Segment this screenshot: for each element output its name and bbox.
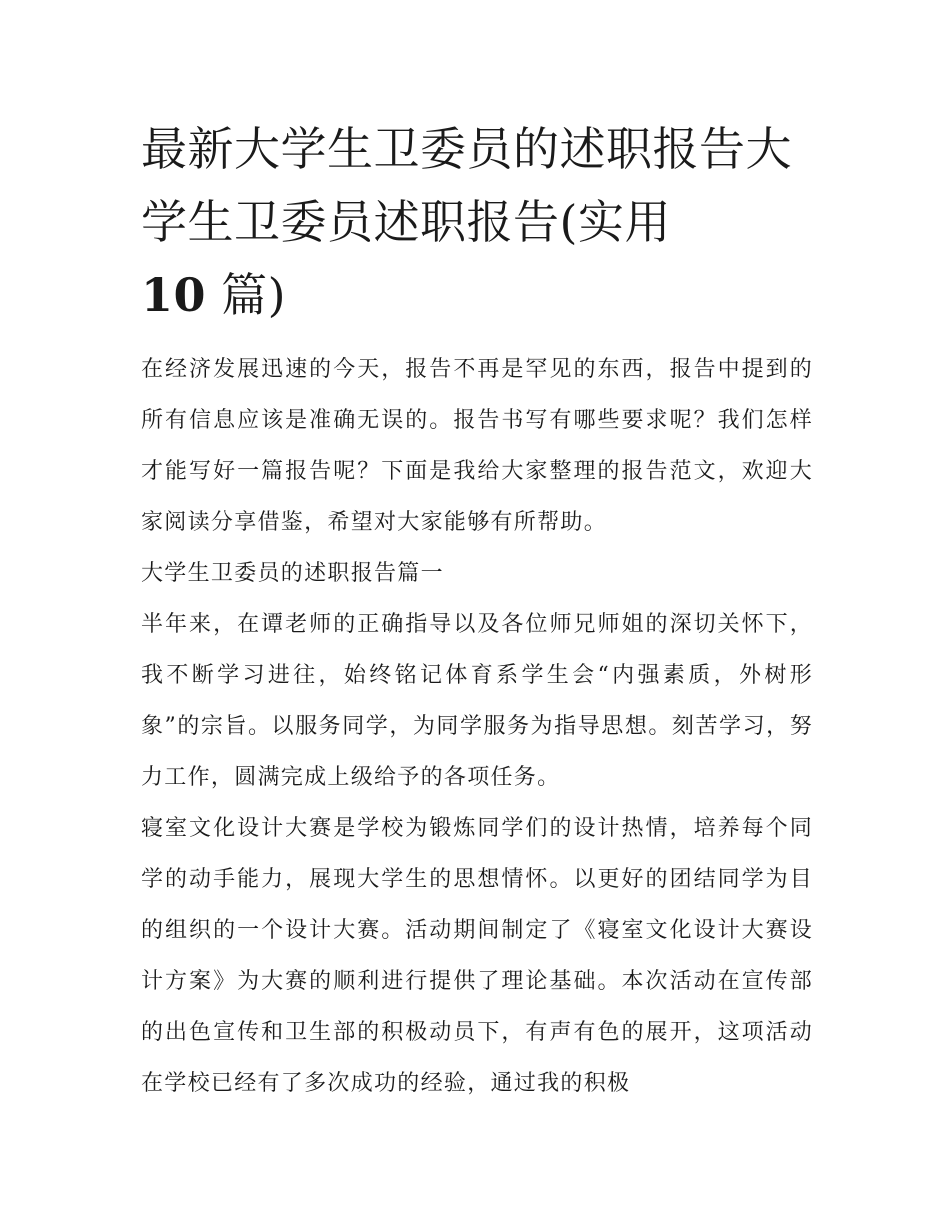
document-content [141,113,813,1109]
document-title [141,113,813,332]
intro-paragraph: 在经济发展迅速的今天，报告不再是罕见的东西，报告中提到的所有信息应该是准确无误的。报告书写有哪些要求呢？我们怎样才能写好一篇报告呢？下面是我给大家整理的报告范文，欢迎大家阅读分享借鉴，希望对大家能够有所帮助。 [141,357,813,535]
title-text: 最新大学生卫委员的述职报告大学生卫委员述职报告(实用 [141,122,792,249]
title-suffix: 篇) [221,268,287,322]
section-heading: 大学生卫委员的述职报告篇一 [141,561,444,586]
body-paragraph: 半年来，在谭老师的正确指导以及各位师兄师姐的深切关怀下，我不断学习进往，始终铭记体育系学生会“内强素质，外树形象”的宗旨。以服务同学，为同学服务为指导思想。刻苦学习，努力工作，圆满完成上级给予的各项任务。 [141,612,813,790]
body-paragraph: 寝室文化设计大赛是学校为锻炼同学们的设计热情，培养每个同学的动手能力，展现大学生的思想情怀。以更好的团结同学为目的组织的一个设计大赛。活动期间制定了《寝室文化设计大赛设计方案》为大赛的顺利进行提供了理论基础。本次活动在宣传部的出色宣传和卫生部的积极动员下，有声有色的展开，这项活动在学校已经有了多次成功的经验，通过我的积极 [141,816,813,1096]
title-number: 10 [141,268,207,322]
